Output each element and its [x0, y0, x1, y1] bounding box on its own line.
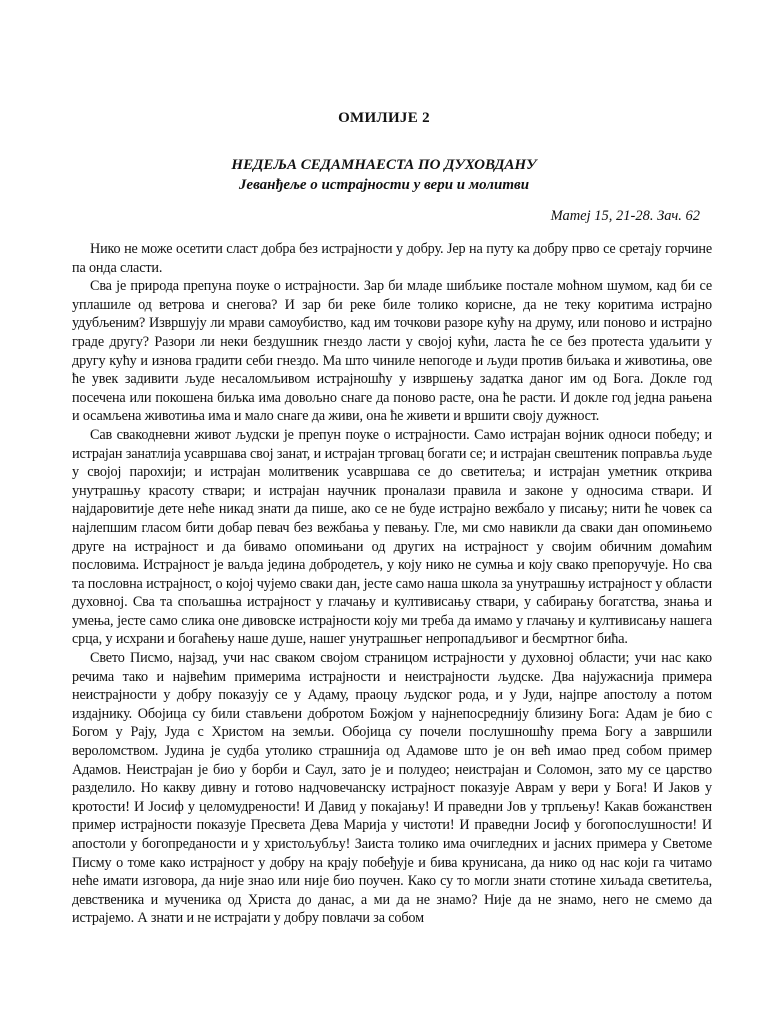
paragraph: Сва је природа препуна поуке о истрајности. Зар би младе шибљике постале моћном шумом, кад би се уплашиле од ветрова и снегова? И зар би реке биле толико корисне, да не теку коритима истрајно удубљеним? Извршују ли мрави самоубиство, кад им точкови разоре кућу на друму, или поново и истрајно граде другу? Разори ли неки бездушник гнездо ласти у својој кући, ласта ће се без протеста удаљити у другу кућу и изнова градити себи гнездо. Ма што чиниле непогоде и људи против биљака и животиња, ове ће увек задивити људе несаломљивом истрајношћу у извршењу задатка даног им од Бога. Докле год посечена или покошена биљка има довољно снаге да поново расте, она ће расти. И докле год једна рањена и осамљена животиња има и мало снаге да живи, она ће живети и вршити своју дужност. [72, 278, 712, 425]
homily-body [72, 240, 712, 928]
sunday-heading: НЕДЕЉА СЕДАМНАЕСТА ПО ДУХОВДАНУ [231, 157, 537, 173]
gospel-subheading: Јеванђеље о истрајности у вери и молитви [238, 177, 530, 193]
paragraph: Свето Писмо, најзад, учи нас сваком својом страницом истрајности у духовној области; учи нас како речима тако и највећим примерима истрајности и неистрајности људске. Два најужаснија примера неистрајности у добру показују се у Адаму, праоцу људског рода, и у Јуди, најпре апостолу а потом издајнику. Обојица су били стављени добротом Божјом у најнепосреднију близину Бога: Адам је био с Богом у Рају, Јуда с Христом на земљи. Обојица су почели послушношћу према Богу а завршили вероломством. Јудина је судба утолико страшнија од Адамове што је он већ имао пред собом пример Адамов. Неистрајан је био у борби и Саул, зато је и полудео; неистрајан и Соломон, зато му се царство разделило. Но какву дивну и готово надчовечанску истрајност показује Аврам у вери у Бога! И Јаков у кротости! И Јосиф у целомудрености! И Давид у покајању! И праведни Јов у трпљењу! Какав божанствен пример истрајности показује Пресвета Дева Марија у чистоти! И праведни Јосиф у богопослушности! И апостоли у богопреданости и у христољубљу! Заиста толико има очигледних и јасних примера у Светоме Писму о томе како истрајност у добру на крају побеђује и бива крунисана, да нико од нас који га читамо неће имати изговора, да није знао или није био поучен. Како су то могли знати стотине хиљада светитеља, девственика и мученика од Христа до данас, а ми да не знамо? Није да не знамо, него не смемо да истрајемо. А знати и не истрајати у добру повлачи за собом [72, 650, 712, 927]
paragraph: Нико не може осетити сласт добра без истрајности у добру. Јер на путу ка добру прво се сретају горчине па онда сласти. [72, 241, 712, 276]
scripture-reference: Матеј 15, 21-28. Зач. 62 [550, 208, 700, 224]
paragraph: Сав свакодневни живот људски је препун поуке о истрајности. Само истрајан војник односи победу; и истрајан занатлија усавршава свој занат, и истрајан трговац богати се; и истрајан свештеник поправља људе у својој парохији; и истрајан молитвеник усавршава се до светитеља; и истрајан уметник открива унутрашњу красоту ствари; и истрајан научник проналази правила и законе у односима ствари. И најдаровитије дете неће никад знати да пише, ако се не буде истрајно вежбало у писању; нити ће човек са најлепшим гласом бити добар певач без вежбања у певању. Гле, ми смо навикли да сваки дан опомињемо друге на истрајност и да бивамо опомињани од других на истрајност у својим обичним домаћим пословима. Истрајност је ваљда једина добродетељ, у коју нико не сумња и коју свако препоручује. Но сва та пословна истрајност, о којој чујемо сваки дан, јесте само наша школа за унутрашњу истрајност у области духовној. Сва та спољашња истрајност у глачању и култивисању ствари, у сабирању богатства, знања и умења, јесте само слика оне дивовске истрајности коју ми треба да имамо у глачању и култивисању нашега срца, у исхрани и богаћењу наше душе, нашег унутрашњег непропадљивог и бесмртног бића. [72, 426, 712, 648]
document-title: ОМИЛИЈЕ 2 [338, 110, 430, 126]
